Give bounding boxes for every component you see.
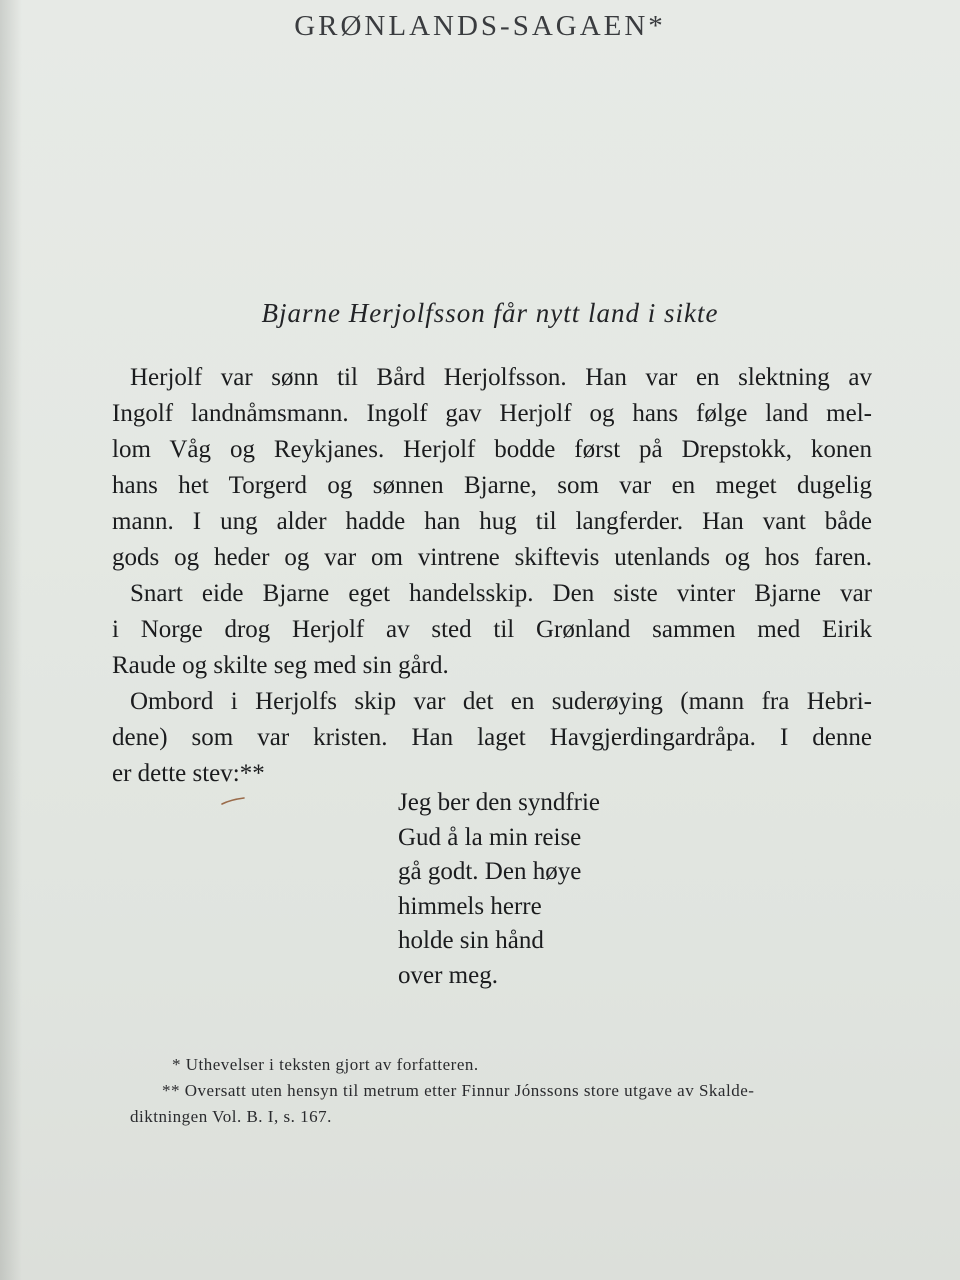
paragraph-3 (112, 684, 872, 792)
paragraph-line: i Norge drog Herjolf av sted til Grønland sammen med Eirik (112, 616, 872, 643)
paragraph-1 (112, 360, 872, 576)
footnotes (130, 1052, 870, 1130)
paragraph-line: er dette stev:** (112, 760, 265, 787)
paragraph-line: Ombord i Herjolfs skip var det en suderøying (mann fra Hebri- (130, 688, 872, 715)
verse-line: himmels herre (398, 892, 542, 920)
paragraph-line: Ingolf landnåmsmann. Ingolf gav Herjolf og hans følge land mel- (112, 400, 872, 427)
paragraph-line: Snart eide Bjarne eget handelsskip. Den siste vinter Bjarne var (130, 580, 872, 607)
paragraph-line: Herjolf var sønn til Bård Herjolfsson. Han var en slektning av (130, 364, 872, 391)
paragraph-line: Raude og skilte seg med sin gård. (112, 652, 449, 679)
verse-line: over meg. (398, 961, 498, 989)
paragraph-line: mann. I ung alder hadde han hug til langferder. Han vant både (112, 508, 872, 535)
page-spine-shadow (0, 0, 22, 1280)
footnote-2: ** Oversatt uten hensyn til metrum etter Finnur Jónssons store utgave av Skalde- (162, 1081, 755, 1100)
paragraph-line: dene) som var kristen. Han laget Havgjerdingardråpa. I denne (112, 724, 872, 751)
verse-line: holde sin hånd (398, 927, 544, 954)
verse-line: Jeg ber den syndfrie (398, 789, 601, 816)
running-head: GRØNLANDS-SAGAEN* (294, 10, 666, 42)
paragraph-line: lom Våg og Reykjanes. Herjolf bodde først på Drepstokk, konen (112, 436, 872, 463)
paragraph-2 (112, 576, 872, 684)
paragraph-line: gods og heder og var om vintrene skiftevis utenlands og hos faren. (112, 544, 872, 571)
footnote-2-continued: diktningen Vol. B. I, s. 167. (130, 1107, 332, 1126)
paragraph-line: hans het Torgerd og sønnen Bjarne, som var en meget dugelig (112, 472, 872, 499)
footnote-1: * Uthevelser i teksten gjort av forfatteren. (172, 1055, 479, 1074)
verse-block (398, 786, 600, 993)
pencil-mark (220, 796, 246, 806)
chapter-title: Bjarne Herjolfsson får nytt land i sikte (261, 298, 719, 328)
verse-line: gå godt. Den høye (398, 858, 582, 885)
verse-line: Gud å la min reise (398, 823, 582, 851)
